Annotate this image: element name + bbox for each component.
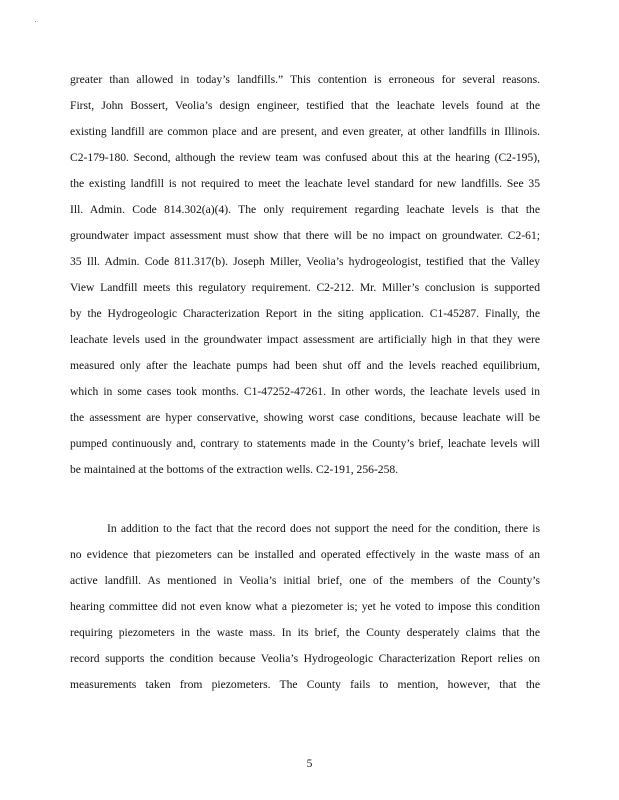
paragraph-line: First, John Bossert, Veolia’s design engineer, testified that the leachate levels found at the <box>70 99 540 112</box>
paragraph-line: pumped continuously and, contrary to statements made in the County’s brief, leachate levels will <box>70 437 540 450</box>
paragraph-line: groundwater impact assessment must show that there will be no impact on groundwater. C2-61; <box>70 229 540 242</box>
paragraph-line: active landfill. As mentioned in Veolia’s initial brief, one of the members of the County’s <box>70 574 540 587</box>
scan-artifact <box>35 21 36 22</box>
paragraph-line: the existing landfill is not required to meet the leachate level standard for new landfills. See 35 <box>70 177 540 190</box>
paragraph-1 <box>70 67 540 483</box>
paragraph-line: record supports the condition because Veolia’s Hydrogeologic Characterization Report relies on <box>70 652 540 665</box>
paragraph-line: 35 Ill. Admin. Code 811.317(b). Joseph Miller, Veolia’s hydrogeologist, testified that the Valley <box>70 255 540 268</box>
paragraph-line: existing landfill are common place and are present, and even greater, at other landfills in Illinois. <box>70 125 540 138</box>
paragraph-line: requiring piezometers in the waste mass. In its brief, the County desperately claims that the <box>70 626 540 639</box>
paragraph-line: measured only after the leachate pumps had been shut off and the levels reached equilibrium, <box>70 359 540 372</box>
paragraph-line: which in some cases took months. C1-47252-47261. In other words, the leachate levels used in <box>70 385 540 398</box>
paragraph-line: leachate levels used in the groundwater impact assessment are artificially high in that they were <box>70 333 540 346</box>
paragraph-line: by the Hydrogeologic Characterization Report in the siting application. C1-45287. Finally, the <box>70 307 540 320</box>
paragraph-line-last: be maintained at the bottoms of the extraction wells. C2-191, 256-258. <box>70 463 399 476</box>
paragraph-line: Ill. Admin. Code 814.302(a)(4). The only requirement regarding leachate levels is that the <box>70 203 540 216</box>
paragraph-line-first: In addition to the fact that the record does not support the need for the condition, there is <box>107 522 540 535</box>
paragraph-line: greater than allowed in today’s landfills.” This contention is erroneous for several reasons. <box>70 73 540 86</box>
page-number: 5 <box>306 758 313 770</box>
paragraph-line: C2-179-180. Second, although the review team was confused about this at the hearing (C2-195), <box>70 151 540 164</box>
paragraph-line: View Landfill meets this regulatory requirement. C2-212. Mr. Miller’s conclusion is supported <box>70 281 540 294</box>
paragraph-line: the assessment are hyper conservative, showing worst case conditions, because leachate will be <box>70 411 540 424</box>
paragraph-2 <box>70 516 540 698</box>
paragraph-line: hearing committee did not even know what a piezometer is; yet he voted to impose this condition <box>70 600 540 613</box>
paragraph-line: no evidence that piezometers can be installed and operated effectively in the waste mass of an <box>70 548 540 561</box>
paragraph-line: measurements taken from piezometers. The County fails to mention, however, that the <box>70 678 540 691</box>
